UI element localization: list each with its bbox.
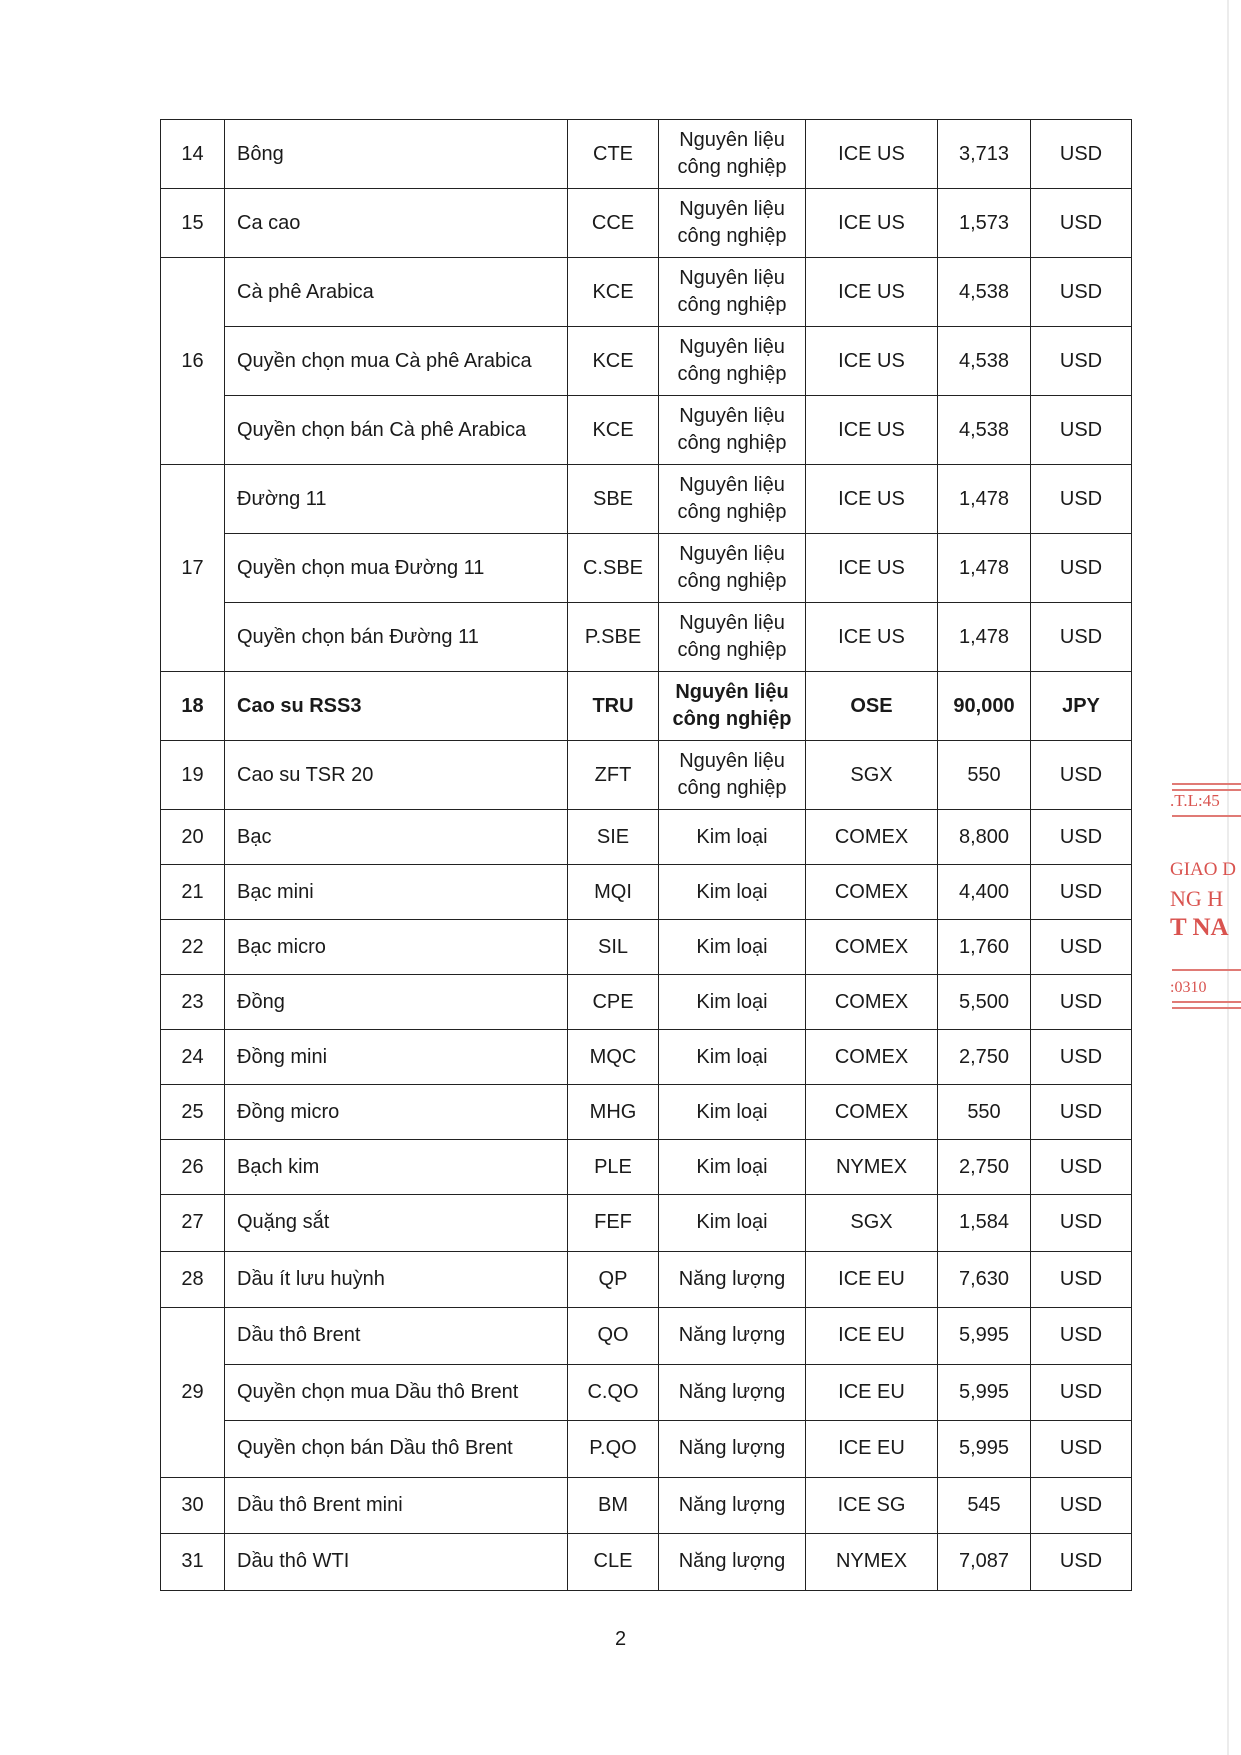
commodity-group: Năng lượng [659,1251,806,1308]
group-line-1: Nguyên liệu [679,405,785,427]
row-number: 20 [161,810,225,865]
commodity-code: ZFT [568,741,659,810]
group-line-1: Nguyên liệu [679,543,785,565]
exchange: ICE EU [806,1421,938,1478]
commodity-name: Quyền chọn mua Đường 11 [225,534,568,603]
commodity-group: Kim loại [659,1195,806,1252]
row-number: 27 [161,1195,225,1252]
exchange: NYMEX [806,1534,938,1591]
commodity-group: Kim loại [659,1085,806,1140]
commodity-group: Kim loại [659,920,806,975]
value: 2,750 [938,1030,1031,1085]
commodity-name: Quyền chọn mua Cà phê Arabica [225,327,568,396]
value: 3,713 [938,120,1031,189]
commodity-code: CPE [568,975,659,1030]
currency: USD [1031,534,1132,603]
exchange: COMEX [806,975,938,1030]
exchange: ICE EU [806,1251,938,1308]
commodity-name: Dầu thô WTI [225,1534,568,1591]
row-number: 29 [161,1308,225,1478]
group-line-2: công nghiệp [677,225,787,247]
commodity-table [160,119,1132,1591]
exchange: ICE EU [806,1308,938,1365]
exchange: ICE US [806,189,938,258]
commodity-group: Kim loại [659,1140,806,1195]
commodity-name: Dầu thô Brent mini [225,1477,568,1534]
value: 5,995 [938,1364,1031,1421]
table-row [161,1030,1132,1085]
value: 550 [938,1085,1031,1140]
currency: USD [1031,189,1132,258]
commodity-group [659,465,806,534]
row-number: 26 [161,1140,225,1195]
group-line-2: công nghiệp [672,708,792,730]
commodity-code: CCE [568,189,659,258]
group-line-1: Nguyên liệu [679,198,785,220]
table-row [161,603,1132,672]
currency: USD [1031,120,1132,189]
value: 1,478 [938,534,1031,603]
table-row [161,975,1132,1030]
group-line-1: Nguyên liệu [679,474,785,496]
commodity-group [659,603,806,672]
row-number: 14 [161,120,225,189]
row-number: 28 [161,1251,225,1308]
row-number: 30 [161,1477,225,1534]
row-number: 19 [161,741,225,810]
commodity-code: SIL [568,920,659,975]
commodity-code: MHG [568,1085,659,1140]
value: 550 [938,741,1031,810]
stamp-text: :0310 [1170,979,1207,996]
group-line-1: Nguyên liệu [679,267,785,289]
exchange: ICE US [806,603,938,672]
commodity-code: SBE [568,465,659,534]
exchange: COMEX [806,810,938,865]
currency: USD [1031,1477,1132,1534]
commodity-name: Cao su RSS3 [225,672,568,741]
row-number: 21 [161,865,225,920]
commodity-name: Quyền chọn bán Đường 11 [225,603,568,672]
commodity-name: Đồng mini [225,1030,568,1085]
table-row [161,327,1132,396]
commodity-name: Bạch kim [225,1140,568,1195]
currency: USD [1031,810,1132,865]
exchange: COMEX [806,920,938,975]
row-number: 17 [161,465,225,672]
table-row [161,1477,1132,1534]
group-line-2: công nghiệp [677,432,787,454]
currency: USD [1031,1364,1132,1421]
stamp-ring-line [1172,1001,1241,1003]
currency: USD [1031,1251,1132,1308]
table-row [161,465,1132,534]
commodity-name: Bông [225,120,568,189]
commodity-name: Quyền chọn bán Cà phê Arabica [225,396,568,465]
currency: USD [1031,920,1132,975]
commodity-group: Năng lượng [659,1477,806,1534]
commodity-group [659,120,806,189]
commodity-name: Bạc [225,810,568,865]
table-row [161,741,1132,810]
commodity-code: P.QO [568,1421,659,1478]
commodity-name: Quặng sắt [225,1195,568,1252]
currency: USD [1031,1195,1132,1252]
commodity-name: Ca cao [225,189,568,258]
commodity-group: Kim loại [659,1030,806,1085]
group-line-2: công nghiệp [677,501,787,523]
currency: USD [1031,1421,1132,1478]
group-line-2: công nghiệp [677,639,787,661]
table-row-highlighted [161,672,1132,741]
value: 5,995 [938,1421,1031,1478]
commodity-code: SIE [568,810,659,865]
stamp-ring-line [1172,815,1241,817]
row-number: 16 [161,258,225,465]
stamp-text: .T.L:45 [1170,791,1220,810]
currency: USD [1031,465,1132,534]
commodity-group: Năng lượng [659,1421,806,1478]
stamp-text: NG H [1170,886,1224,911]
company-seal-stamp [1168,783,1241,1013]
group-line-1: Nguyên liệu [675,681,789,703]
value: 2,750 [938,1140,1031,1195]
currency: USD [1031,1085,1132,1140]
currency: USD [1031,327,1132,396]
exchange: ICE US [806,396,938,465]
stamp-ring-line [1172,969,1241,971]
group-line-2: công nghiệp [677,570,787,592]
exchange: ICE US [806,534,938,603]
group-line-1: Nguyên liệu [679,612,785,634]
commodity-group [659,741,806,810]
commodity-name: Đồng [225,975,568,1030]
table-row [161,258,1132,327]
commodity-group [659,396,806,465]
exchange: ICE US [806,258,938,327]
commodity-code: C.QO [568,1364,659,1421]
commodity-code: BM [568,1477,659,1534]
value: 90,000 [938,672,1031,741]
value: 5,995 [938,1308,1031,1365]
group-line-2: công nghiệp [677,363,787,385]
commodity-group: Kim loại [659,975,806,1030]
value: 1,573 [938,189,1031,258]
value: 7,087 [938,1534,1031,1591]
row-number: 22 [161,920,225,975]
commodity-code: P.SBE [568,603,659,672]
group-line-1: Nguyên liệu [679,129,785,151]
currency: USD [1031,741,1132,810]
currency: JPY [1031,672,1132,741]
exchange: COMEX [806,865,938,920]
commodity-code: CTE [568,120,659,189]
table-row [161,1364,1132,1421]
currency: USD [1031,258,1132,327]
currency: USD [1031,1534,1132,1591]
commodity-name: Bạc mini [225,865,568,920]
page-number: 2 [614,1628,627,1650]
commodity-name: Quyền chọn mua Dầu thô Brent [225,1364,568,1421]
commodity-code: KCE [568,327,659,396]
commodity-code: PLE [568,1140,659,1195]
commodity-name: Dầu thô Brent [225,1308,568,1365]
table-row [161,1251,1132,1308]
exchange: SGX [806,741,938,810]
currency: USD [1031,865,1132,920]
commodity-code: MQI [568,865,659,920]
exchange: ICE SG [806,1477,938,1534]
commodity-name: Quyền chọn bán Dầu thô Brent [225,1421,568,1478]
stamp-text: GIAO D [1170,859,1236,880]
value: 4,538 [938,327,1031,396]
exchange: ICE EU [806,1364,938,1421]
commodity-group: Năng lượng [659,1308,806,1365]
stamp-ring-line [1172,1007,1241,1009]
commodity-name: Bạc micro [225,920,568,975]
group-line-2: công nghiệp [677,294,787,316]
value: 5,500 [938,975,1031,1030]
table-row [161,1308,1132,1365]
table-row [161,534,1132,603]
row-number: 23 [161,975,225,1030]
group-line-2: công nghiệp [677,156,787,178]
group-line-1: Nguyên liệu [679,336,785,358]
value: 8,800 [938,810,1031,865]
table-row [161,1534,1132,1591]
commodity-name: Đường 11 [225,465,568,534]
value: 4,538 [938,258,1031,327]
currency: USD [1031,1308,1132,1365]
table-row [161,810,1132,865]
exchange: COMEX [806,1085,938,1140]
exchange: NYMEX [806,1140,938,1195]
commodity-name: Dầu ít lưu huỳnh [225,1251,568,1308]
currency: USD [1031,975,1132,1030]
commodity-group [659,672,806,741]
exchange: ICE US [806,465,938,534]
commodity-group [659,327,806,396]
currency: USD [1031,603,1132,672]
group-line-1: Nguyên liệu [679,750,785,772]
currency: USD [1031,1030,1132,1085]
value: 1,584 [938,1195,1031,1252]
value: 1,478 [938,603,1031,672]
table-row [161,1085,1132,1140]
exchange: ICE US [806,120,938,189]
table-row [161,1421,1132,1478]
table-row [161,1195,1132,1252]
commodity-code: QO [568,1308,659,1365]
commodity-code: FEF [568,1195,659,1252]
exchange: COMEX [806,1030,938,1085]
commodity-group: Năng lượng [659,1534,806,1591]
commodity-code: QP [568,1251,659,1308]
commodity-code: TRU [568,672,659,741]
exchange: ICE US [806,327,938,396]
row-number: 25 [161,1085,225,1140]
row-number: 15 [161,189,225,258]
table-row [161,1140,1132,1195]
commodity-group [659,534,806,603]
table-row [161,920,1132,975]
value: 1,478 [938,465,1031,534]
commodity-name: Cao su TSR 20 [225,741,568,810]
value: 4,538 [938,396,1031,465]
table-row [161,865,1132,920]
table-row [161,396,1132,465]
commodity-code: MQC [568,1030,659,1085]
stamp-ring-line [1172,783,1241,785]
table-row [161,120,1132,189]
commodity-code: KCE [568,396,659,465]
commodity-group [659,189,806,258]
commodity-code: C.SBE [568,534,659,603]
exchange: OSE [806,672,938,741]
commodity-group: Kim loại [659,865,806,920]
currency: USD [1031,1140,1132,1195]
commodity-code: CLE [568,1534,659,1591]
commodity-group: Năng lượng [659,1364,806,1421]
exchange: SGX [806,1195,938,1252]
commodity-code: KCE [568,258,659,327]
commodity-name: Đồng micro [225,1085,568,1140]
row-number: 18 [161,672,225,741]
currency: USD [1031,396,1132,465]
stamp-text: T NA [1170,914,1229,941]
value: 545 [938,1477,1031,1534]
commodity-group: Kim loại [659,810,806,865]
value: 1,760 [938,920,1031,975]
value: 4,400 [938,865,1031,920]
table-row [161,189,1132,258]
row-number: 31 [161,1534,225,1591]
value: 7,630 [938,1251,1031,1308]
commodity-name: Cà phê Arabica [225,258,568,327]
group-line-2: công nghiệp [677,777,787,799]
commodity-group [659,258,806,327]
row-number: 24 [161,1030,225,1085]
